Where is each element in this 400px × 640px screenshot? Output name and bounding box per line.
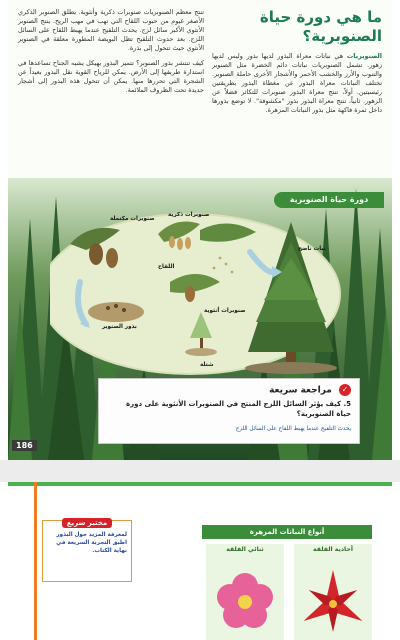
page-separator (0, 460, 400, 482)
section-heading: ما هي دورة حياة الصنوبرية؟ (259, 8, 382, 45)
review-answer: يحدث التلقيح عندما يهبط اللقاح على السائل اللزج (235, 426, 351, 432)
top-stripe (8, 482, 392, 486)
label-seedling: شتلة (200, 362, 214, 368)
cones-paragraph: تنتج معظم الصنوبريات صنوبرات ذكرية وأنثوية. يطلق الصنوبر الذكري الأصغر غيوم من حبوب اللقاح التي تهب في مهب الريح. ينتج الصنوبر الأنثوي الأكبر سائل لزج. يحدث التلقيح عندما يهبط اللقاح على السائل اللزج. بعد حدوث التلقيح تظل البويضة المطورة معلقة في الصنوبر الأنثوي حيث تتحول إلى بذرة. (18, 8, 204, 52)
quick-review-box (98, 378, 360, 444)
quick-review-title: مراجعة سريعة (269, 385, 332, 396)
question-number: 5. (343, 400, 351, 408)
textbook-page (8, 0, 392, 460)
textbook-page-2 (8, 482, 392, 640)
quick-lab-title: مختبر سريع (62, 518, 113, 528)
left-column (18, 8, 204, 101)
intro-section (14, 8, 386, 168)
seeds-paragraph: كيف تنتشر بذور الصنوبر؟ تتميز البذور بهيكل يشبه الجناح تساعدها في استدارة طريقها إلى الأرض. يمكن للرياح القوية نقل البذور بعيداً عن الشجرة التي تحررها منها. يمكن أن تتحول هذه البذور إلى أشجار جديدة تحت الظروف الملائمة. (18, 59, 204, 94)
intro-paragraph-text: هي نباتات معراة البذور لديها بذور وليس لديها زهور. تشمل الصنوبريات نباتات دائم الخضرة مثل الصنوبر والتنوب والأرز والخشب الأحمر والأشجار الأخرى حاملة الصنوبر. تختلف النباتات معراة البذور عن مغطاة البذور بطريقتين رئيسيتين. أولاً، تنتج معراة البذور صنوبرات للتكاثر فضلاً عن الزهور. ثانياً، تنتج معراة البذور بذور "مكشوفة". لا توضع بذورها داخل ثمرة فاكهة مثل بذور النباتات المزهرة. (212, 52, 382, 114)
label-pollen: اللقاح (158, 264, 175, 270)
monocot-flower-icon (294, 544, 372, 640)
label-mature-cones: صنوبرات مكتملة (110, 216, 155, 222)
dicot-card (206, 544, 284, 640)
flowering-types-title: أنواع النباتات المزهرة (202, 525, 372, 539)
dicot-flower-icon (206, 544, 284, 640)
label-male-cones: صنوبرات ذكرية (168, 212, 210, 218)
quick-lab-box (42, 520, 132, 582)
intro-paragraph (212, 52, 382, 115)
question-text: كيف يؤثر السائل اللزج المنتج في الصنوبرات الأنثوية على دورة حياة الصنوبرية؟ (125, 400, 351, 418)
side-stripe (34, 482, 37, 640)
pine-lifecycle-diagram (50, 212, 362, 382)
right-column (212, 8, 382, 121)
quick-lab-title-wrap (43, 510, 131, 529)
review-question (115, 399, 351, 419)
dicot-label: ثنائي الفلقة (226, 546, 264, 553)
lifecycle-illustration (50, 212, 362, 382)
label-pine-seeds: بذور الصنوبر (102, 324, 137, 330)
label-female-cones: صنوبرات أنثوية (204, 308, 246, 314)
monocot-label: أحادية الفلقة (313, 546, 353, 553)
lifecycle-title: دورة حياة الصنوبرية (274, 192, 384, 208)
quick-lab-text: لمعرفة المزيد حول البذور اطبق التجربة السريعة في نهاية الكتاب. (56, 532, 127, 554)
checkmark-icon: ✓ (339, 384, 351, 396)
key-term: الصنوبريات (346, 52, 382, 60)
page-number: 186 (12, 440, 37, 451)
label-adult-plant: نبات ناضج (298, 246, 326, 252)
quick-review-heading (269, 384, 351, 396)
monocot-card (294, 544, 372, 640)
seeds-drawing (88, 302, 144, 322)
